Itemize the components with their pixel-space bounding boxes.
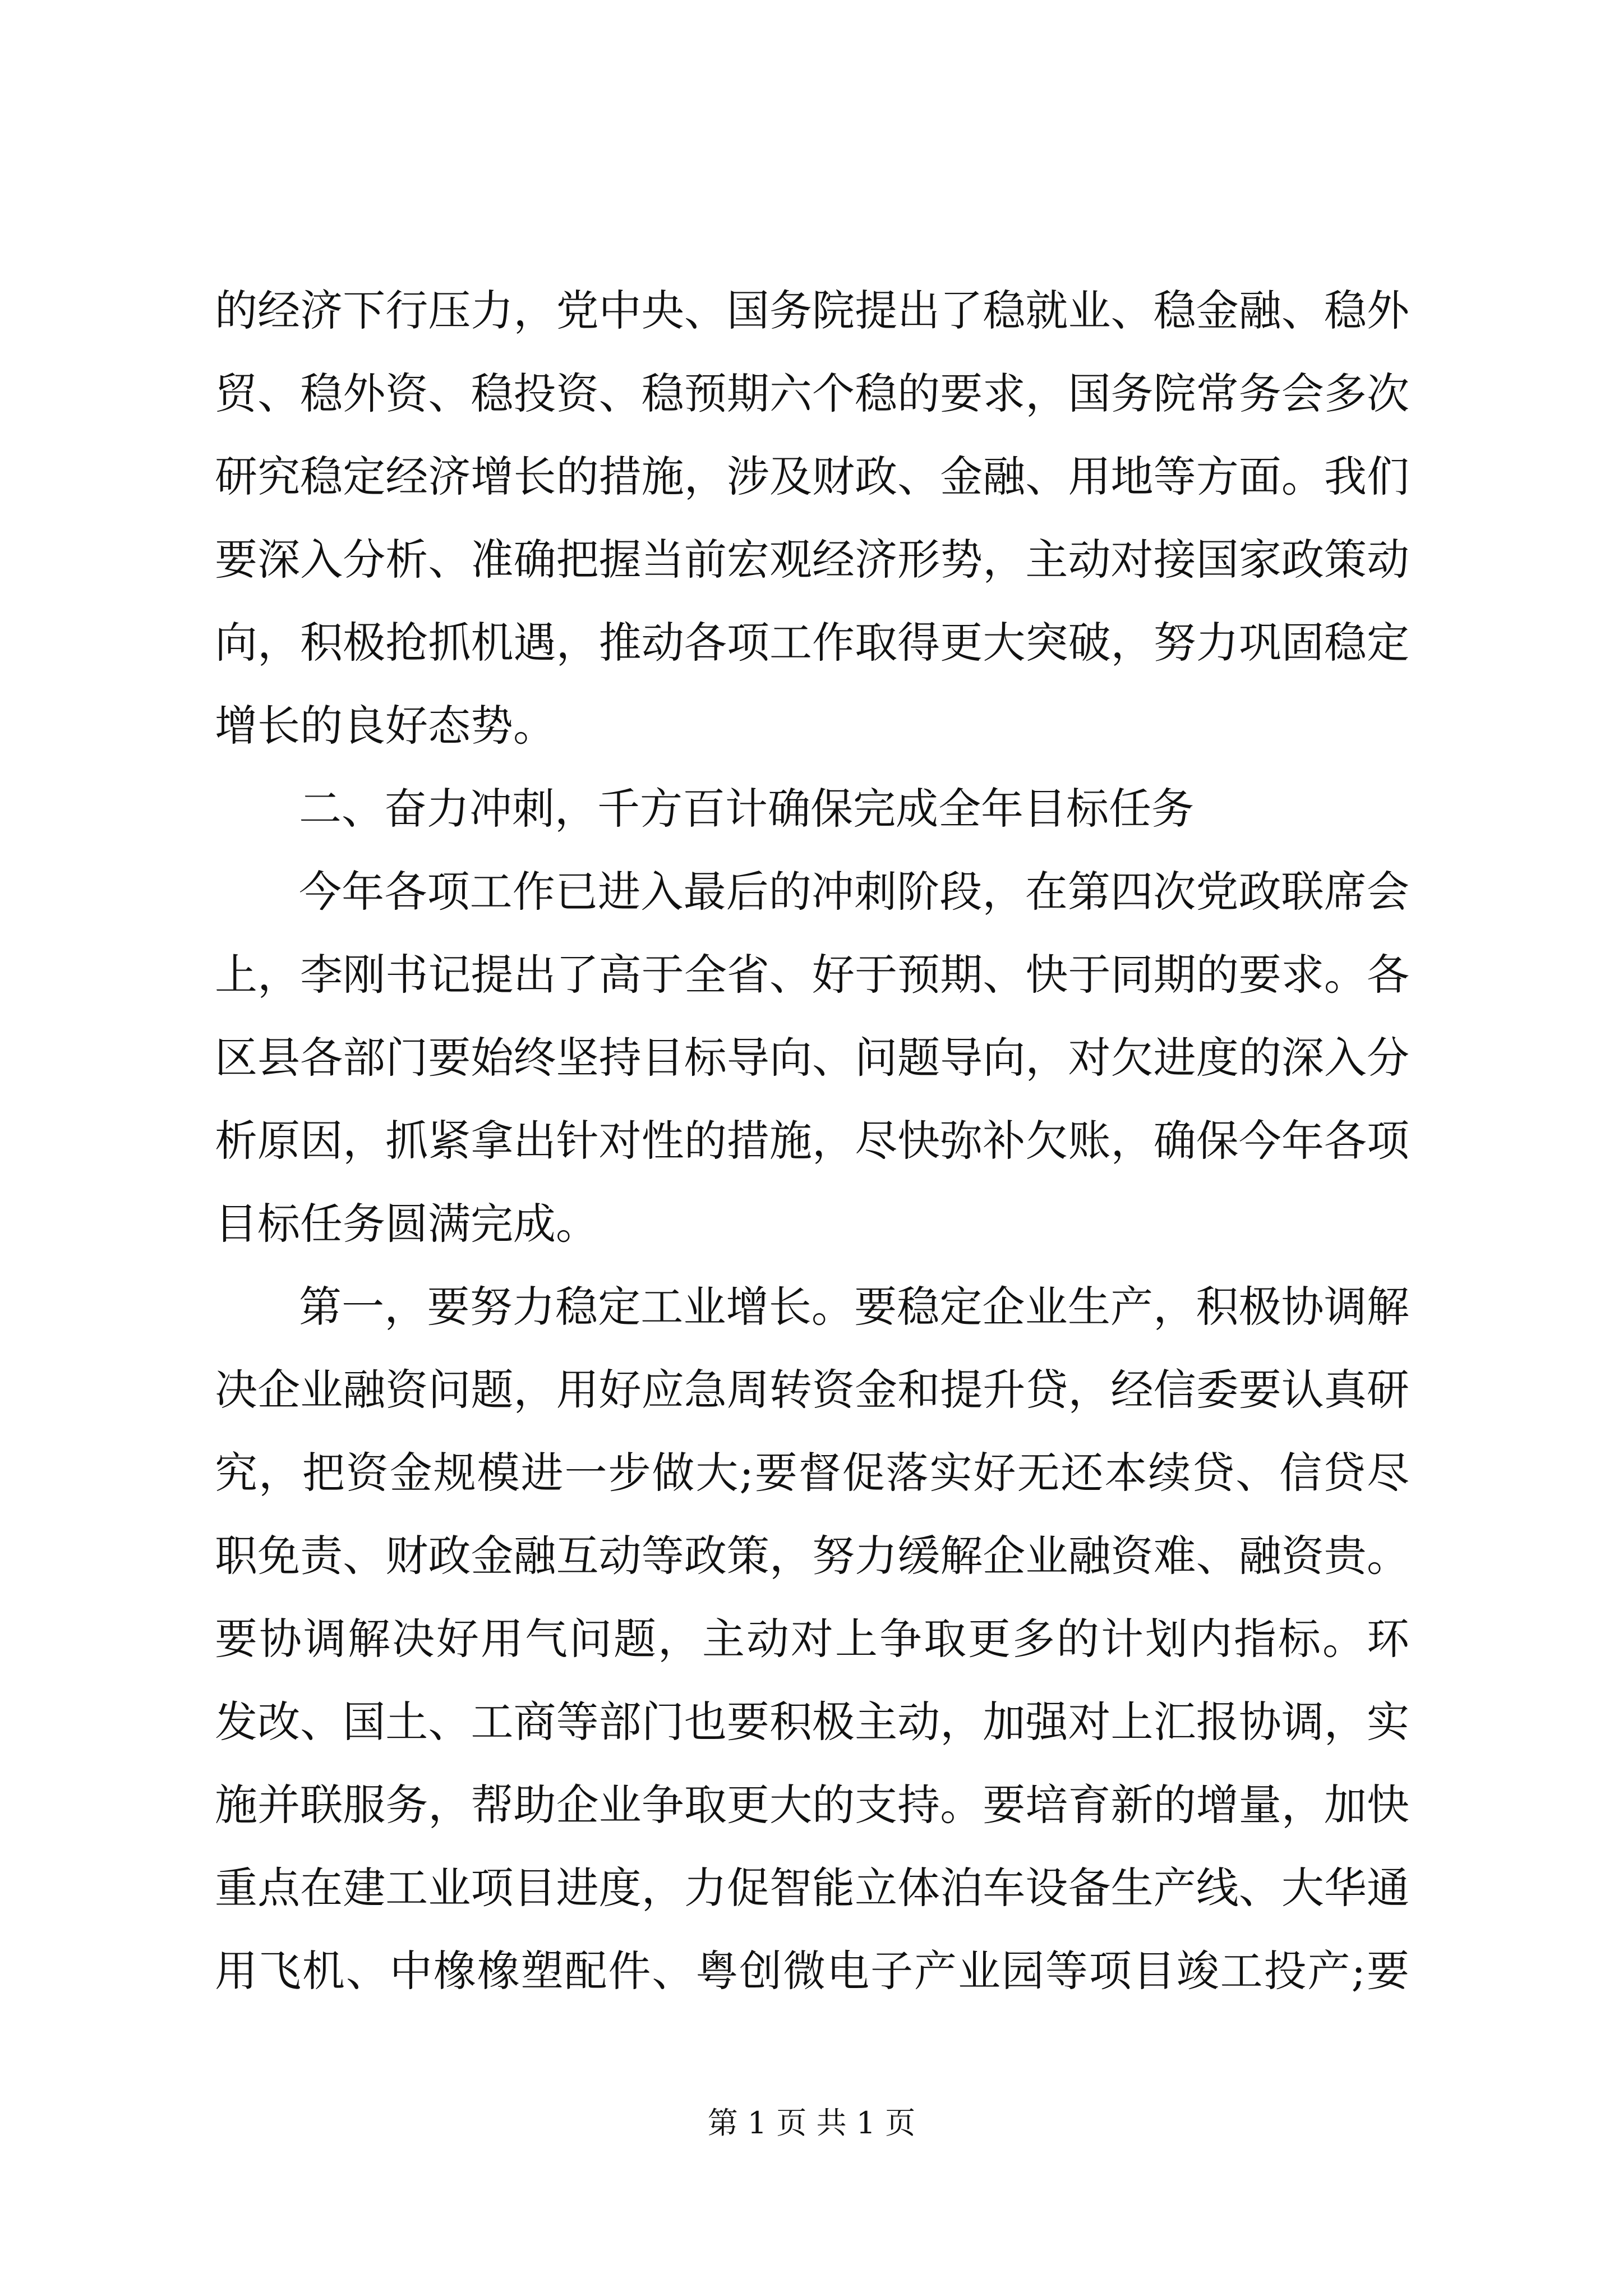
text-line: 究，把资金规模进一步做大;要督促落实好无还本续贷、信贷尽 <box>215 1448 1409 1498</box>
text-line: 析原因，抓紧拿出针对性的措施，尽快弥补欠账，确保今年各项 <box>215 1116 1409 1166</box>
page-number-label: 第 1 页 共 1 页 <box>707 2105 916 2141</box>
text-line: 要深入分析、准确把握当前宏观经济形势，主动对接国家政策动 <box>215 535 1409 585</box>
text-line: 施并联服务，帮助企业争取更大的支持。要培育新的增量，加快 <box>215 1780 1409 1830</box>
text-line: 目标任务圆满完成。 <box>215 1199 598 1249</box>
text-line: 决企业融资问题，用好应急周转资金和提升贷，经信委要认真研 <box>215 1365 1409 1415</box>
text-line: 第一，要努力稳定工业增长。要稳定企业生产，积极协调解 <box>299 1282 1409 1332</box>
text-line: 区县各部门要始终坚持目标导向、问题导向，对欠进度的深入分 <box>215 1033 1409 1083</box>
section-heading: 二、奋力冲刺，千方百计确保完成全年目标任务 <box>299 784 1194 834</box>
page-footer <box>0 2099 1623 2142</box>
text-line: 职免责、财政金融互动等政策，努力缓解企业融资难、融资贵。 <box>215 1531 1409 1581</box>
text-line: 的经济下行压力，党中央、国务院提出了稳就业、稳金融、稳外 <box>215 286 1409 335</box>
text-line: 研究稳定经济增长的措施，涉及财政、金融、用地等方面。我们 <box>215 452 1409 501</box>
text-line: 向，积极抢抓机遇，推动各项工作取得更大突破，努力巩固稳定 <box>215 618 1409 668</box>
document-body <box>215 269 1409 2013</box>
text-line: 用飞机、中橡橡塑配件、粤创微电子产业园等项目竣工投产;要 <box>215 1946 1409 1996</box>
text-line: 贸、稳外资、稳投资、稳预期六个稳的要求，国务院常务会多次 <box>215 369 1409 418</box>
text-line: 上，李刚书记提出了高于全省、好于预期、快于同期的要求。各 <box>215 950 1409 1000</box>
text-line: 增长的良好态势。 <box>215 701 556 751</box>
text-line: 要协调解决好用气问题，主动对上争取更多的计划内指标。环 <box>215 1614 1409 1664</box>
text-line: 今年各项工作已进入最后的冲刺阶段，在第四次党政联席会 <box>299 867 1409 917</box>
text-line: 发改、国土、工商等部门也要积极主动，加强对上汇报协调，实 <box>215 1697 1409 1747</box>
text-line: 重点在建工业项目进度，力促智能立体泊车设备生产线、大华通 <box>215 1863 1409 1913</box>
